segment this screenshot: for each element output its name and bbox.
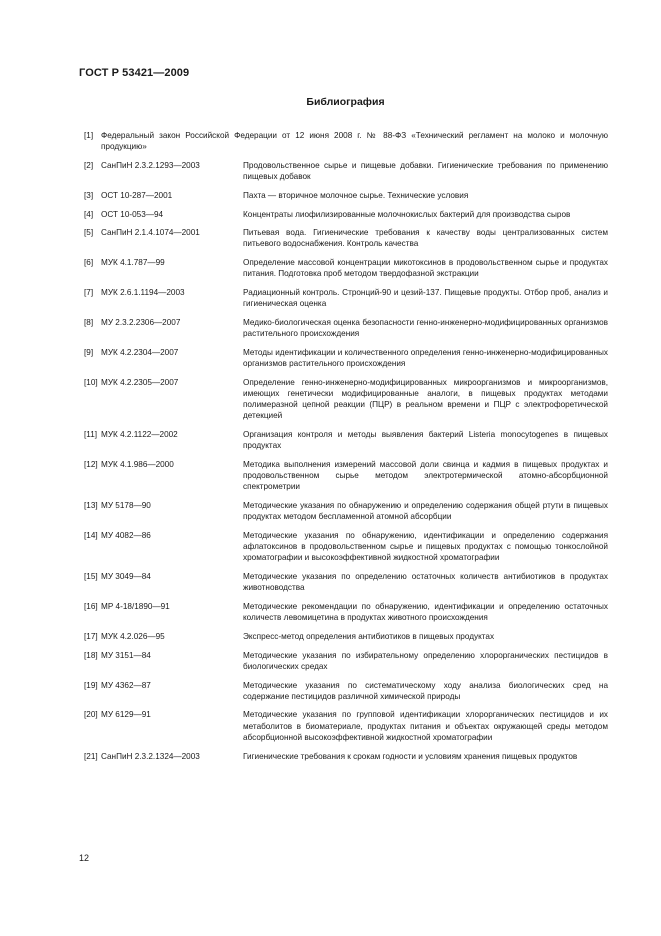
entry-number: [21] — [84, 751, 98, 761]
entry-description: Концентраты лиофилизированные молочнокислых бактерий для производства сыров — [243, 209, 571, 219]
bibliography-entry — [84, 190, 608, 201]
entry-description: Методические указания по обнаружению и определению содержания общей ртути в пищевых продуктах методом беспламенной атомной абсорбции — [243, 501, 608, 522]
bibliography-entry — [84, 751, 608, 762]
entry-description: Методические указания по групповой идентификации хлорорганических пестицидов и их метаболитов в биоматериале, продуктах питания и объектах окружающей среды методом абсорбционной высокоэффективной жидкостной хроматографии — [243, 710, 608, 742]
entry-description: Методические рекомендации по обнаружению, идентификации и определению остаточных количеств левомицетина в продуктах животного происхождения — [243, 602, 608, 623]
entry-description: Радиационный контроль. Стронций-90 и цезий-137. Пищевые продукты. Отбор проб, анализ и гигиеническая оценка — [243, 288, 608, 309]
bibliography-entry — [84, 347, 608, 369]
entry-reference: МУК 4.2.1122—2002 — [101, 430, 178, 440]
bibliography-entry — [84, 317, 608, 339]
standard-header: ГОСТ Р 53421—2009 — [79, 67, 190, 79]
entry-description: Продовольственное сырье и пищевые добавки. Гигиенические требования по применению пищевых добавок — [243, 160, 608, 182]
entry-reference: МУ 4082—86 — [101, 530, 151, 540]
entry-reference: МУК 4.1.986—2000 — [101, 459, 174, 469]
entry-description: Методика выполнения измерений массовой доли свинца и кадмия в пищевых продуктах и продовольственном сырье методом электротермической атомно-абсорбционной спектрометрии — [243, 459, 608, 492]
bibliography-entry — [84, 459, 608, 493]
entry-reference: МУ 3049—84 — [101, 572, 151, 582]
bibliography-entry — [84, 160, 608, 182]
entry-reference: МУ 2.3.2.2306—2007 — [101, 317, 181, 327]
bibliography-entry — [84, 209, 608, 220]
entry-reference: МУК 4.2.2304—2007 — [101, 347, 179, 357]
entry-description: Методические указания по определению остаточных количеств антибиотиков в продуктах животноводства — [243, 572, 608, 593]
entry-reference: ОСТ 10-053—94 — [101, 209, 164, 219]
entry-number: [19] — [84, 680, 98, 690]
entry-number: [8] — [84, 317, 94, 327]
entry-reference: МУ 5178—90 — [101, 501, 151, 511]
bibliography-entry — [84, 530, 608, 564]
bibliography-entry — [84, 500, 608, 522]
entry-number: [18] — [84, 650, 98, 660]
entry-number: [6] — [84, 258, 94, 268]
entry-number: [4] — [84, 209, 94, 219]
entry-description: Питьевая вода. Гигиенические требования к качеству воды централизованных систем питьевого водоснабжения. Контроль качества — [243, 228, 608, 249]
entry-description: Гигиенические требования к срокам годности и условиям хранения пищевых продуктов — [243, 751, 578, 761]
entry-number: [10] — [84, 377, 98, 387]
entry-description: Организация контроля и методы выявления бактерий Listeria monocytogenes в пищевых продуктах — [243, 430, 608, 451]
entry-reference: МР 4-18/1890—91 — [101, 602, 170, 611]
entry-reference: СанПиН 2.1.4.1074—2001 — [101, 228, 200, 238]
bibliography-entry — [84, 130, 608, 152]
bibliography-entry — [84, 680, 608, 702]
entry-number: [7] — [84, 288, 94, 298]
entry-reference: МУ 3151—84 — [101, 650, 151, 660]
entry-description: Пахта — вторичное молочное сырье. Технические условия — [243, 190, 469, 200]
entry-number: [2] — [84, 160, 94, 170]
bibliography-entry — [84, 601, 608, 623]
entry-description: Медико-биологическая оценка безопасности генно-инженерно-модифицированных организмов растительного происхождения — [243, 317, 608, 339]
entry-reference: МУК 4.2.026—95 — [101, 631, 165, 641]
entry-reference: МУК 4.2.2305—2007 — [101, 377, 179, 387]
entry-number: [3] — [84, 190, 94, 200]
entry-reference: МУК 2.6.1.1194—2003 — [101, 288, 185, 298]
entry-description: Федеральный закон Российской Федерации от 12 июня 2008 г. № 88-ФЗ «Технический регламент на молоко и молочную продукцию» — [101, 131, 608, 152]
entry-reference: МУ 4362—87 — [101, 680, 151, 690]
entry-description: Методические указания по избирательному определению хлорорганических пестицидов в биологических средах — [243, 650, 608, 671]
entry-description: Методы идентификации и количественного определения генно-инженерно-модифицированных организмов растительного происхождения — [243, 347, 608, 369]
entry-number: [17] — [84, 631, 98, 641]
entry-number: [5] — [84, 228, 94, 238]
bibliography-list — [84, 130, 608, 769]
page-number: 12 — [79, 853, 90, 863]
entry-description: Определение массовой концентрации микотоксинов в продовольственном сырье и продуктах питания. Подготовка проб методом твердофазной экстракции — [243, 258, 608, 279]
entry-description: Методические указания по обнаружению, идентификации и определению содержания афлатоксинов в продовольственном сырье и пищевых продуктах с помощью тонкослойной хроматографии и высокоэффективной жидкостной хроматографии — [243, 530, 608, 563]
entry-number: [11] — [84, 430, 98, 440]
bibliography-entry — [84, 429, 608, 451]
section-title: Библиография — [306, 96, 385, 108]
bibliography-entry — [84, 631, 608, 642]
bibliography-entry — [84, 709, 608, 743]
entry-description: Экспресс-метод определения антибиотиков в пищевых продуктах — [243, 631, 495, 641]
entry-number: [15] — [84, 572, 98, 582]
entry-number: [16] — [84, 602, 98, 611]
entry-reference: ОСТ 10-287—2001 — [101, 190, 173, 200]
bibliography-entry — [84, 377, 608, 422]
entry-number: [20] — [84, 710, 98, 720]
entry-number: [1] — [84, 131, 94, 140]
entry-number: [13] — [84, 501, 98, 511]
bibliography-entry — [84, 571, 608, 593]
entry-description: Методические указания по систематическому ходу анализа биологических сред на содержание пестицидов различной химической природы — [243, 680, 608, 701]
entry-number: [12] — [84, 459, 98, 469]
entry-reference: СанПиН 2.3.2.1324—2003 — [101, 751, 200, 761]
bibliography-entry — [84, 257, 608, 279]
entry-number: [14] — [84, 530, 98, 540]
entry-description: Определение генно-инженерно-модифицированных микроорганизмов и микроорганизмов, имеющих генетически модифицированные аналоги, в пищевых продуктах методами полимеразной цепной реакции (ПЦР) в реальном времени и ПЦР с электрофоретической детекцией — [243, 377, 608, 421]
bibliography-entry — [84, 227, 608, 249]
entry-reference: МУ 6129—91 — [101, 710, 151, 720]
bibliography-entry — [84, 287, 608, 309]
entry-reference: МУК 4.1.787—99 — [101, 258, 165, 268]
bibliography-entry — [84, 650, 608, 672]
entry-reference: СанПиН 2.3.2.1293—2003 — [101, 160, 200, 170]
entry-number: [9] — [84, 347, 94, 357]
